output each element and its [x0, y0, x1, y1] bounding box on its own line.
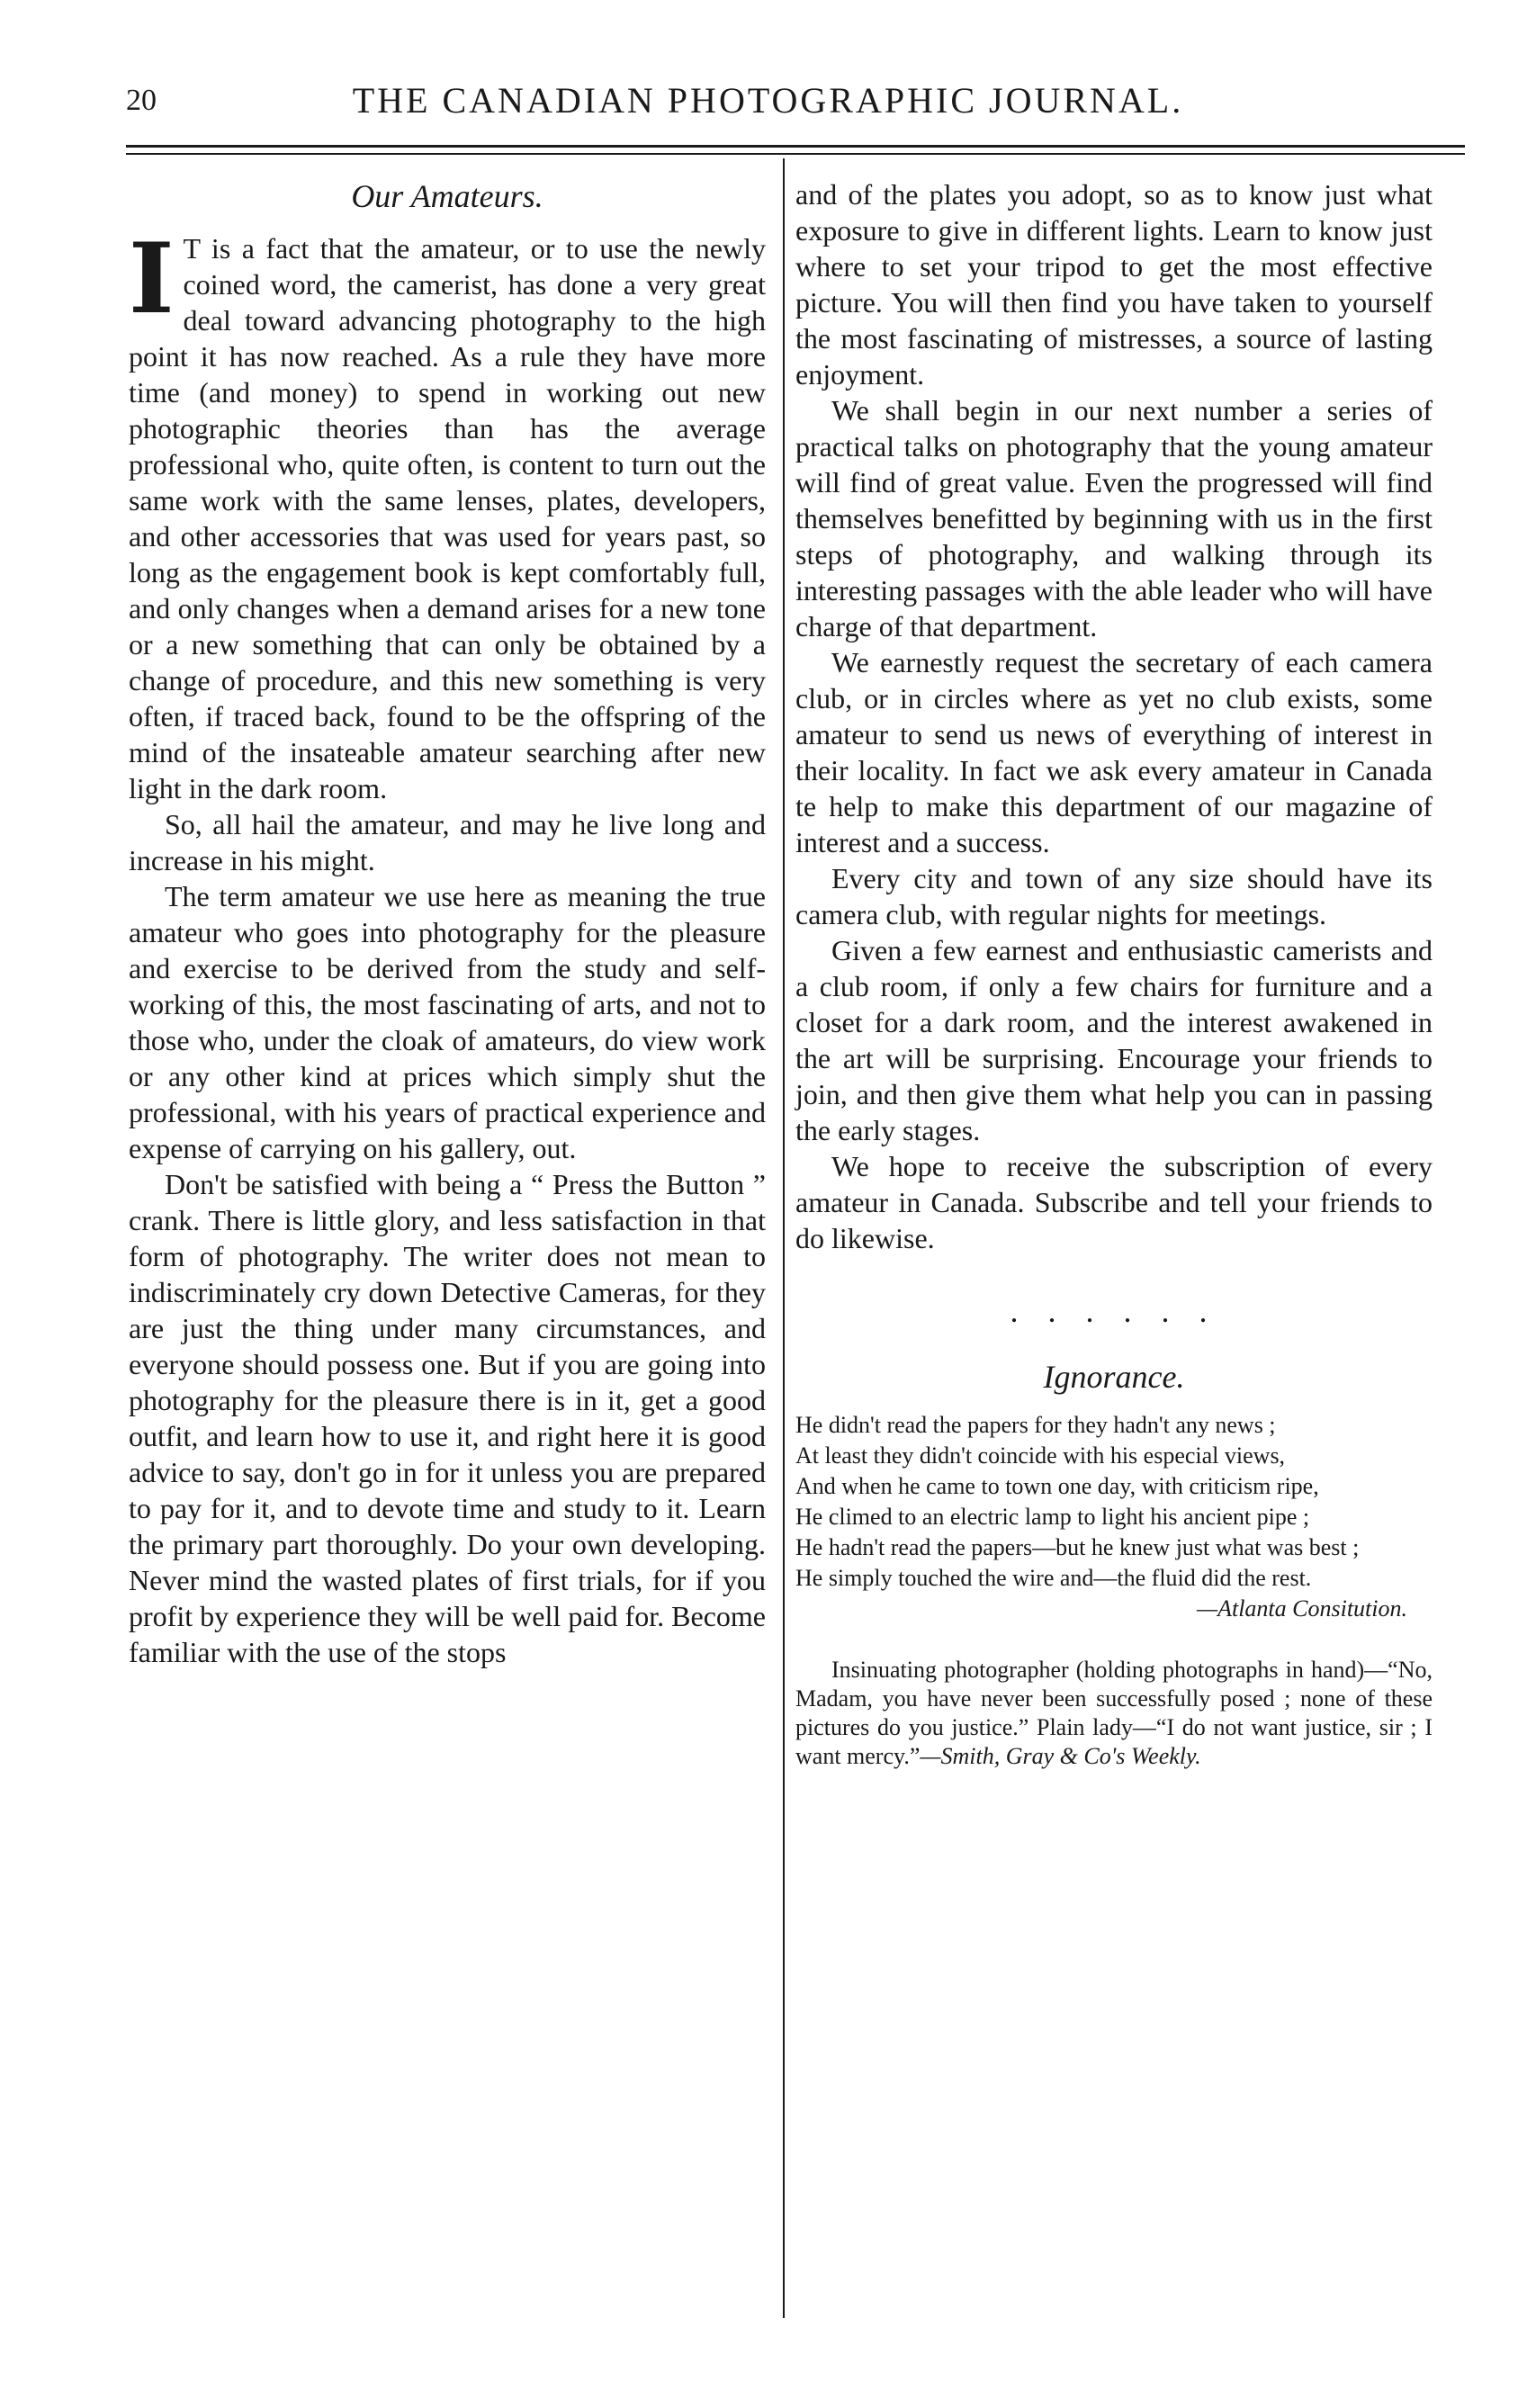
poem-line: He simply touched the wire and—the fluid did the rest.: [795, 1565, 1312, 1591]
column-divider: [783, 158, 785, 2318]
article-paragraph: Every city and town of any size should have its camera club, with regular nights for meetings.: [795, 862, 1433, 930]
drop-cap-letter: I: [129, 222, 175, 336]
poem-line: He climed to an electric lamp to light his ancient pipe ;: [795, 1504, 1310, 1530]
poem: [795, 1411, 1433, 1623]
header-rule-thick: [126, 145, 1465, 148]
article-paragraph: We hope to receive the subscription of every amateur in Canada. Subscribe and tell your friends to do likewise.: [795, 1150, 1433, 1254]
article-paragraph: Given a few earnest and enthusiastic camerists and a club room, if only a few chairs for furniture and a closet for a dark room, and the interest awakened in the art will be surprising. Encourage your friends to join, and then give them what help you can in passing the early stages.: [795, 934, 1433, 1146]
article-title-ignorance: Ignorance.: [1043, 1359, 1185, 1395]
article-paragraph: Don't be satisfied with being a “ Press the Button ” crank. There is little glory, and less satisfaction in that form of photography. The writer does not mean to indiscriminately cry down Detective Cameras, for they are just the thing under many circumstances, and everyone should possess one. But if you are going into photography for the pleasure there is in it, get a good outfit, and learn how to use it, and right here it is good advice to say, don't go in for it unless you are prepared to pay for it, and to devote time and study to it. Learn the primary part thoroughly. Do your own developing. Never mind the wasted plates of first trials, for if you profit by experience they will be well paid for. Become familiar with the use of the stops: [129, 1168, 766, 1668]
article-title-amateurs: Our Amateurs.: [351, 178, 543, 214]
page-number: 20: [126, 84, 157, 117]
section-separator: . . . . . .: [1010, 1293, 1218, 1329]
header-rule-thin: [126, 153, 1465, 155]
poem-line: At least they didn't coincide with his especial views,: [795, 1442, 1286, 1469]
left-column: [129, 176, 766, 1670]
journal-title: THE CANADIAN PHOTOGRAPHIC JOURNAL.: [352, 80, 1184, 121]
article-paragraph: [129, 222, 766, 806]
article-paragraph: We earnestly request the secretary of each camera club, or in circles where as yet no club exists, some amateur to send us news of everything of interest in their locality. In fact we ask every amateur in Canada te help to make this department of our magazine of interest and a success.: [795, 646, 1433, 858]
anecdote: [795, 1656, 1433, 1771]
anecdote-text: Insinuating photographer (holding photographs in hand)—“No, Madam, you have never been successfully posed ; none of these pictures do you justice.” Plain lady—“I do not want justice, sir ; I want mercy.”: [795, 1657, 1433, 1769]
article-paragraph: The term amateur we use here as meaning the true amateur who goes into photography for the pleasure and exercise to be derived from the study and self-working of this, the most fascinating of arts, and not to those who, under the cloak of amateurs, do view work or any other kind at prices which simply shut the professional, with his years of practical experience and expense of carrying on his gallery, out.: [129, 880, 766, 1164]
poem-attribution: —Atlanta Consitution.: [1196, 1595, 1407, 1622]
right-column: [795, 176, 1433, 1771]
poem-line: And when he came to town one day, with criticism ripe,: [795, 1473, 1319, 1499]
article-paragraph: and of the plates you adopt, so as to know just what exposure to give in different lights. Learn to know just where to set your tripod to get the most effective picture. You will then find you have taken to yourself the most fascinating of mistresses, a source of lasting enjoyment.: [795, 178, 1433, 391]
article-paragraph-text: T is a fact that the amateur, or to use the newly coined word, the camerist, has done a very great deal toward advancing photography to the high point it has now reached. As a rule they have more time (and money) to spend in working out new photographic theories than has the average professional who, quite often, is content to turn out the same work with the same lenses, plates, developers, and other accessories that was used for years past, so long as the engagement book is kept comfortably full, and only changes when a demand arises for a new tone or a new something that can only be obtained by a change of procedure, and this new something is very often, if traced back, found to be the offspring of the mind of the insateable amateur searching after new light in the dark room.: [129, 232, 766, 804]
poem-line: He hadn't read the papers—but he knew just what was best ;: [795, 1534, 1360, 1560]
anecdote-source: —Smith, Gray & Co's Weekly.: [920, 1743, 1201, 1769]
poem-line: He didn't read the papers for they hadn't any news ;: [795, 1412, 1276, 1438]
article-paragraph: We shall begin in our next number a series of practical talks on photography that the young amateur will find of great value. Even the progressed will find themselves benefitted by beginning with us in the first steps of photography, and walking through its interesting passages with the able leader who will have charge of that department.: [795, 394, 1433, 642]
article-paragraph: So, all hail the amateur, and may he live long and increase in his might.: [129, 808, 766, 876]
